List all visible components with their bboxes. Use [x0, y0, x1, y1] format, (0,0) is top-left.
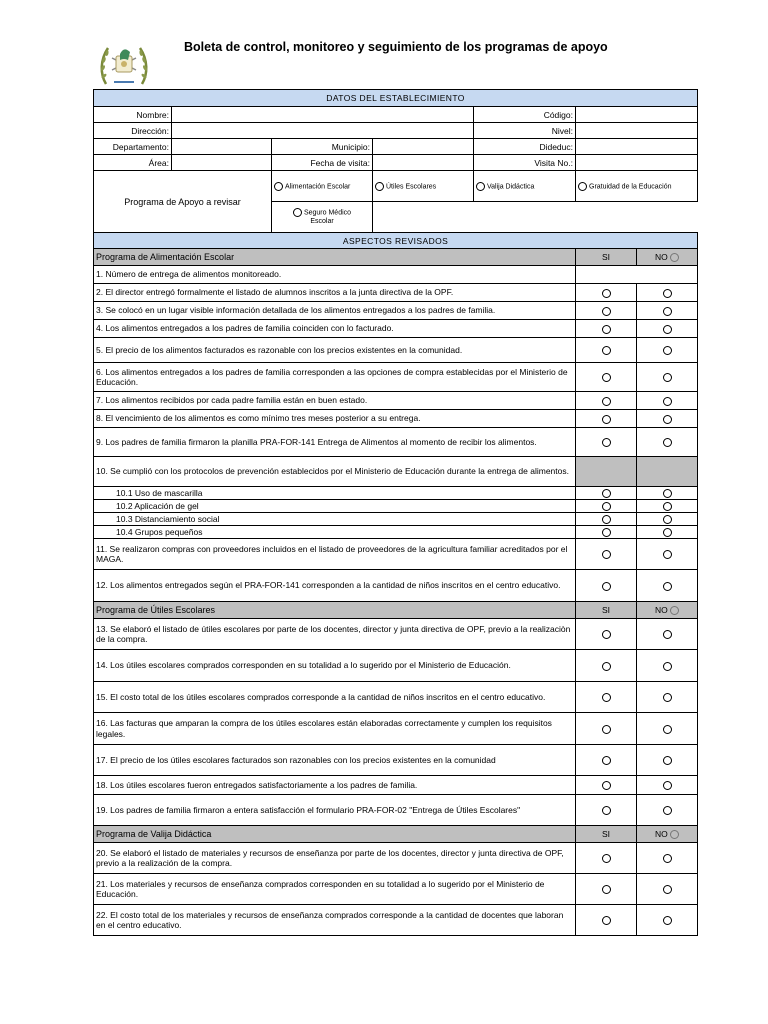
option-seguro-medico[interactable]: Seguro Médico Escolar [272, 202, 373, 233]
question-5: 5. El precio de los alimentos facturados es razonable con los precios existentes en la comunidad. [94, 338, 576, 363]
question-10-3: 10.3 Distanciamiento social [94, 513, 576, 526]
address-label: Dirección: [94, 123, 172, 139]
radio-circle-icon[interactable] [375, 182, 384, 191]
empty-cell [373, 202, 698, 233]
radio-circle-icon[interactable] [476, 182, 485, 191]
support-program-label: Programa de Apoyo a revisar [94, 171, 272, 233]
no-radio-20[interactable] [663, 854, 672, 863]
question-7: 7. Los alimentos recibidos por cada padre familia están en buen estado. [94, 392, 576, 410]
no-radio-13[interactable] [663, 630, 672, 639]
si-radio-4[interactable] [602, 325, 611, 334]
radio-circle-icon[interactable] [293, 208, 302, 217]
si-radio-18[interactable] [602, 781, 611, 790]
question-10-4: 10.4 Grupos pequeños [94, 526, 576, 539]
no-radio-14[interactable] [663, 662, 672, 671]
si-radio-5[interactable] [602, 346, 611, 355]
no-radio-12[interactable] [663, 582, 672, 591]
question-4: 4. Los alimentos entregados a los padres de familia coinciden con lo facturado. [94, 320, 576, 338]
option-valija[interactable]: Valija Didáctica [474, 171, 576, 202]
section-utiles-title: Programa de Útiles Escolares [94, 602, 576, 619]
dideduc-label: Dideduc: [474, 139, 576, 155]
visit-number-field[interactable] [576, 155, 698, 171]
no-radio-4[interactable] [663, 325, 672, 334]
no-radio-10-4[interactable] [663, 528, 672, 537]
question-22: 22. El costo total de los materiales y recursos de enseñanza comprados corresponde a la cantidad de docentes que laboran en el centro educativo. [94, 905, 576, 936]
department-field[interactable] [172, 139, 272, 155]
question-12: 12. Los alimentos entregados según el PRA-FOR-141 corresponden a la cantidad de niños inscritos en el centro educativo. [94, 570, 576, 602]
question-16: 16. Las facturas que amparan la compra de los útiles escolares están elaboradas correctamente y cumplen los requisitos legales. [94, 713, 576, 745]
no-radio-18[interactable] [663, 781, 672, 790]
name-field[interactable] [172, 107, 474, 123]
question-10: 10. Se cumplió con los protocolos de prevención establecidos por el Ministerio de Educación durante la entrega de alimentos. [94, 457, 576, 487]
no-radio-10-2[interactable] [663, 502, 672, 511]
si-radio-7[interactable] [602, 397, 611, 406]
option-alimentacion[interactable]: Alimentación Escolar [272, 171, 373, 202]
si-radio-2[interactable] [602, 289, 611, 298]
si-radio-10-3[interactable] [602, 515, 611, 524]
municipality-field[interactable] [373, 139, 474, 155]
no-radio-15[interactable] [663, 693, 672, 702]
si-radio-10-4[interactable] [602, 528, 611, 537]
si-radio-3[interactable] [602, 307, 611, 316]
disabled-cell [576, 457, 637, 487]
level-label: Nivel: [474, 123, 576, 139]
code-label: Código: [474, 107, 576, 123]
no-radio-19[interactable] [663, 806, 672, 815]
control-form-table [93, 89, 698, 936]
question-3: 3. Se colocó en un lugar visible información detallada de los alimentos entregados a los padres de familia. [94, 302, 576, 320]
si-radio-21[interactable] [602, 885, 611, 894]
disabled-cell [637, 457, 698, 487]
question-20: 20. Se elaboró el listado de materiales y recursos de enseñanza por parte de los docentes, director y junta directiva de OPF, previo a la realización de la compra. [94, 843, 576, 874]
area-label: Área: [94, 155, 172, 171]
code-field[interactable] [576, 107, 698, 123]
question-10-1: 10.1 Uso de mascarilla [94, 487, 576, 500]
aspects-header: ASPECTOS REVISADOS [94, 233, 698, 249]
si-radio-13[interactable] [602, 630, 611, 639]
area-field[interactable] [172, 155, 272, 171]
no-radio-6[interactable] [663, 373, 672, 382]
question-17: 17. El precio de los útiles escolares facturados son razonables con los precios existentes en la comunidad [94, 745, 576, 776]
si-radio-11[interactable] [602, 550, 611, 559]
question-9: 9. Los padres de familia firmaron la planilla PRA-FOR-141 Entrega de Alimentos al momento de recibir los alimentos. [94, 428, 576, 457]
no-radio-3[interactable] [663, 307, 672, 316]
question-15: 15. El costo total de los útiles escolares comprados corresponde a la cantidad de niños inscritos en el centro educativo. [94, 682, 576, 713]
visit-number-label: Visita No.: [474, 155, 576, 171]
si-header: SI [576, 249, 637, 266]
si-radio-20[interactable] [602, 854, 611, 863]
no-radio-5[interactable] [663, 346, 672, 355]
question-10-2: 10.2 Aplicación de gel [94, 500, 576, 513]
circle-icon [670, 253, 679, 262]
si-radio-10-1[interactable] [602, 489, 611, 498]
option-gratuidad[interactable]: Gratuidad de la Educación [576, 171, 698, 202]
answer-field-1[interactable] [576, 266, 698, 284]
no-header: NO [637, 826, 698, 843]
si-radio-6[interactable] [602, 373, 611, 382]
radio-circle-icon[interactable] [578, 182, 587, 191]
si-header: SI [576, 602, 637, 619]
question-11: 11. Se realizaron compras con proveedores incluidos en el listado de proveedores de la agricultura familiar acreditados por el MAGA. [94, 539, 576, 570]
no-radio-11[interactable] [663, 550, 672, 559]
si-radio-12[interactable] [602, 582, 611, 591]
circle-icon [670, 830, 679, 839]
option-utiles[interactable]: Útiles Escolares [373, 171, 474, 202]
no-radio-2[interactable] [663, 289, 672, 298]
si-radio-19[interactable] [602, 806, 611, 815]
question-14: 14. Los útiles escolares comprados corresponden en su totalidad a lo sugerido por el Ministerio de Educación. [94, 650, 576, 682]
visit-date-label: Fecha de visita: [272, 155, 373, 171]
si-radio-15[interactable] [602, 693, 611, 702]
establishment-header: DATOS DEL ESTABLECIMIENTO [94, 90, 698, 107]
level-field[interactable] [576, 123, 698, 139]
question-13: 13. Se elaboró el listado de útiles escolares por parte de los docentes, director y junta directiva de OPF, previo a la realizaciòn de la compra. [94, 619, 576, 650]
dideduc-field[interactable] [576, 139, 698, 155]
section-valija-title: Programa de Valija Didáctica [94, 826, 576, 843]
no-radio-16[interactable] [663, 725, 672, 734]
section-alimentacion-title: Programa de Alimentación Escolar [94, 249, 576, 266]
question-1: 1. Número de entrega de alimentos monitoreado. [94, 266, 576, 284]
si-radio-16[interactable] [602, 725, 611, 734]
si-radio-8[interactable] [602, 415, 611, 424]
name-label: Nombre: [94, 107, 172, 123]
guatemala-crest-logo [98, 40, 150, 88]
question-19: 19. Los padres de familia firmaron a entera satisfacción el formulario PRA-FOR-02 "Entrega de Útiles Escolares" [94, 795, 576, 826]
si-radio-14[interactable] [602, 662, 611, 671]
question-8: 8. El vencimiento de los alimentos es como mínimo tres meses posterior a su entrega. [94, 410, 576, 428]
no-radio-22[interactable] [663, 916, 672, 925]
question-21: 21. Los materiales y recursos de enseñanza comprados corresponden en su totalidad a lo sugerido por el Ministerio de Educación. [94, 874, 576, 905]
question-6: 6. Los alimentos entregados a los padres de familia corresponden a las opciones de compra establecidas por el Ministerio de Educación. [94, 363, 576, 392]
no-radio-21[interactable] [663, 885, 672, 894]
no-header: NO [637, 249, 698, 266]
no-radio-17[interactable] [663, 756, 672, 765]
si-header: SI [576, 826, 637, 843]
no-radio-9[interactable] [663, 438, 672, 447]
si-radio-17[interactable] [602, 756, 611, 765]
question-18: 18. Los útiles escolares fueron entregados satisfactoriamente a los padres de familia. [94, 776, 576, 795]
municipality-label: Municipio: [272, 139, 373, 155]
department-label: Departamento: [94, 139, 172, 155]
address-field[interactable] [172, 123, 474, 139]
no-radio-10-1[interactable] [663, 489, 672, 498]
si-radio-9[interactable] [602, 438, 611, 447]
si-radio-22[interactable] [602, 916, 611, 925]
visit-date-field[interactable] [373, 155, 474, 171]
no-header: NO [637, 602, 698, 619]
question-2: 2. El director entregó formalmente el listado de alumnos inscritos a la junta directiva de la OPF. [94, 284, 576, 302]
no-radio-8[interactable] [663, 415, 672, 424]
si-radio-10-2[interactable] [602, 502, 611, 511]
circle-icon [670, 606, 679, 615]
document-title: Boleta de control, monitoreo y seguimiento de los programas de apoyo [184, 40, 608, 54]
no-radio-10-3[interactable] [663, 515, 672, 524]
radio-circle-icon[interactable] [274, 182, 283, 191]
no-radio-7[interactable] [663, 397, 672, 406]
